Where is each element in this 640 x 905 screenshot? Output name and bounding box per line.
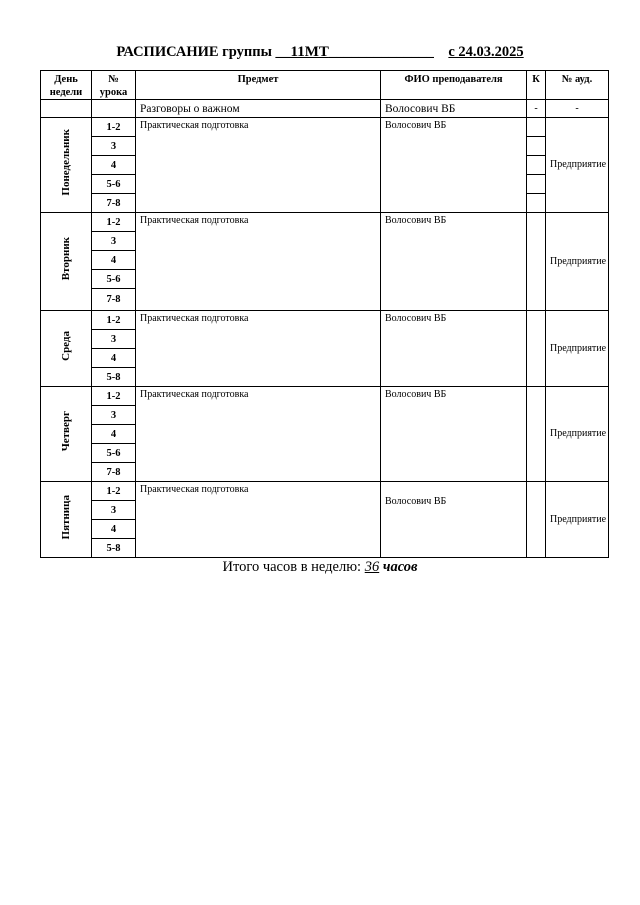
total-unit: часов bbox=[382, 559, 418, 575]
lesson-number: 1-2 bbox=[92, 482, 136, 501]
col-k-header: К bbox=[527, 71, 546, 100]
schedule-date: с 24.03.2025 bbox=[448, 44, 524, 60]
col-subject-header: Предмет bbox=[136, 71, 381, 100]
intro-day-cell bbox=[41, 100, 92, 118]
subject-cell: Практическая подготовка bbox=[136, 213, 381, 311]
room-cell: Предприятие bbox=[546, 482, 609, 558]
room-cell: Предприятие bbox=[546, 118, 609, 213]
lesson-number: 4 bbox=[92, 520, 136, 539]
lesson-row bbox=[41, 118, 609, 137]
lesson-number: 4 bbox=[92, 251, 136, 270]
total-hours: 36 bbox=[364, 559, 380, 575]
lesson-number: 3 bbox=[92, 501, 136, 520]
day-cell bbox=[41, 311, 92, 387]
day-cell bbox=[41, 118, 92, 213]
intro-room: - bbox=[546, 100, 609, 118]
k-cell bbox=[527, 311, 546, 387]
intro-lesson-cell bbox=[92, 100, 136, 118]
lesson-number: 4 bbox=[92, 156, 136, 175]
lesson-number: 3 bbox=[92, 330, 136, 349]
group-name: __11МТ______________ bbox=[275, 44, 434, 60]
lesson-number: 5-8 bbox=[92, 368, 136, 387]
day-cell bbox=[41, 213, 92, 311]
lesson-number: 1-2 bbox=[92, 213, 136, 232]
lesson-row bbox=[41, 482, 609, 501]
k-cell bbox=[527, 213, 546, 311]
title-prefix: РАСПИСАНИЕ группы bbox=[116, 44, 272, 60]
lesson-number: 5-6 bbox=[92, 270, 136, 289]
intro-k: - bbox=[527, 100, 546, 118]
intro-row bbox=[41, 100, 609, 118]
lesson-number: 5-8 bbox=[92, 539, 136, 558]
subject-cell: Практическая подготовка bbox=[136, 387, 381, 482]
teacher-cell: Волосович ВБ bbox=[381, 213, 527, 311]
lesson-number: 1-2 bbox=[92, 387, 136, 406]
schedule-table bbox=[40, 70, 609, 558]
lesson-number: 3 bbox=[92, 406, 136, 425]
lesson-number: 7-8 bbox=[92, 289, 136, 311]
lesson-number: 3 bbox=[92, 232, 136, 251]
col-teacher-header: ФИО преподавателя bbox=[381, 71, 527, 100]
k-cell bbox=[527, 137, 546, 156]
day-name: Вторник bbox=[60, 237, 72, 281]
k-cell bbox=[527, 387, 546, 482]
day-name: Четверг bbox=[60, 411, 72, 452]
lesson-number: 3 bbox=[92, 137, 136, 156]
header-row bbox=[41, 71, 609, 100]
lesson-number: 7-8 bbox=[92, 194, 136, 213]
lesson-row bbox=[41, 213, 609, 232]
total-label: Итого часов в неделю: bbox=[222, 559, 362, 575]
lesson-number: 4 bbox=[92, 425, 136, 444]
subject-cell: Практическая подготовка bbox=[136, 311, 381, 387]
k-cell bbox=[527, 482, 546, 558]
subject-cell: Практическая подготовка bbox=[136, 482, 381, 558]
lesson-row bbox=[41, 311, 609, 330]
day-cell bbox=[41, 482, 92, 558]
lesson-number: 1-2 bbox=[92, 311, 136, 330]
intro-subject: Разговоры о важном bbox=[136, 100, 381, 118]
lesson-number: 7-8 bbox=[92, 463, 136, 482]
day-name: Понедельник bbox=[60, 129, 72, 196]
day-name: Среда bbox=[60, 331, 72, 361]
teacher-cell: Волосович ВБ bbox=[381, 311, 527, 387]
room-cell: Предприятие bbox=[546, 311, 609, 387]
col-room-header: № ауд. bbox=[546, 71, 609, 100]
schedule-title bbox=[0, 44, 640, 61]
weekly-total bbox=[0, 559, 640, 576]
lesson-number: 1-2 bbox=[92, 118, 136, 137]
teacher-cell: Волосович ВБ bbox=[381, 118, 527, 213]
lesson-number: 4 bbox=[92, 349, 136, 368]
subject-cell: Практическая подготовка bbox=[136, 118, 381, 213]
teacher-cell: Волосович ВБ bbox=[381, 387, 527, 482]
lesson-row bbox=[41, 387, 609, 406]
day-cell bbox=[41, 387, 92, 482]
room-cell: Предприятие bbox=[546, 387, 609, 482]
teacher-cell: Волосович ВБ bbox=[381, 482, 527, 558]
k-cell bbox=[527, 175, 546, 194]
lesson-number: 5-6 bbox=[92, 175, 136, 194]
k-cell bbox=[527, 194, 546, 213]
k-cell bbox=[527, 118, 546, 137]
lesson-number: 5-6 bbox=[92, 444, 136, 463]
day-name: Пятница bbox=[60, 494, 72, 540]
col-day-header: День недели bbox=[41, 71, 92, 100]
k-cell bbox=[527, 156, 546, 175]
intro-teacher: Волосович ВБ bbox=[381, 100, 527, 118]
room-cell: Предприятие bbox=[546, 213, 609, 311]
col-lesson-header: № урока bbox=[92, 71, 136, 100]
